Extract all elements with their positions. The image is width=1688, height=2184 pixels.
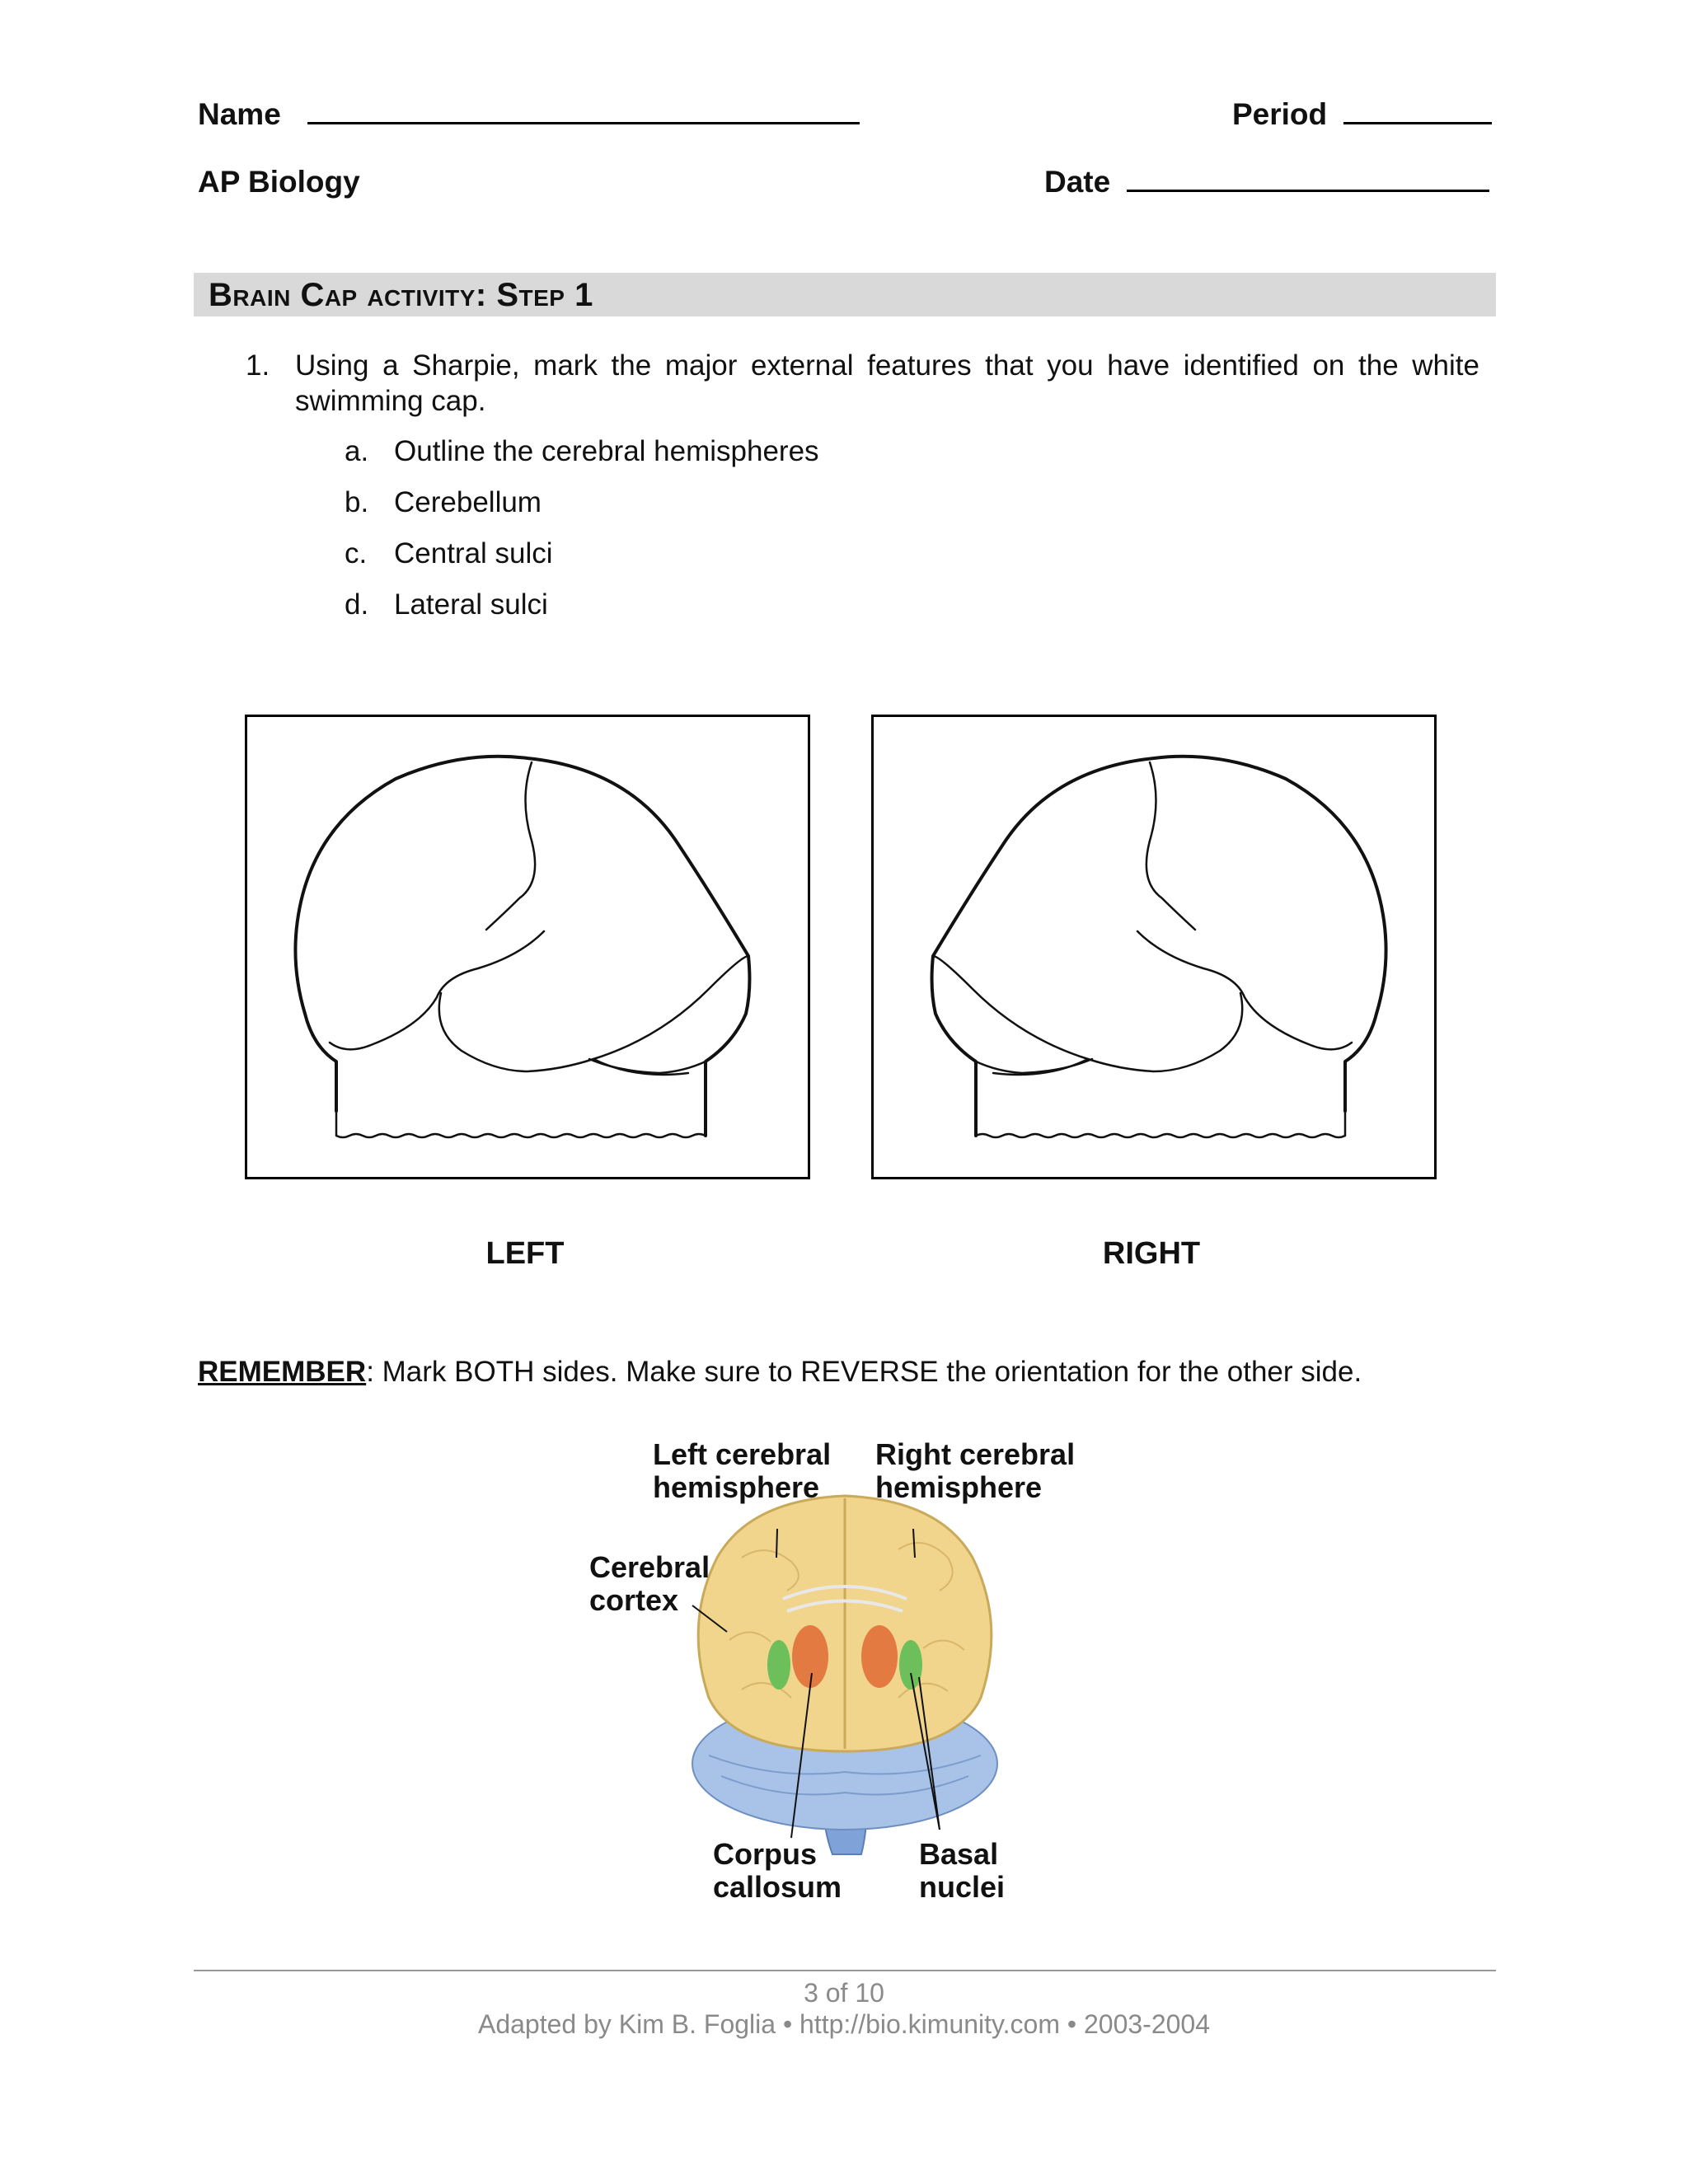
period-row [1232,97,1492,132]
remember-keyword: REMEMBER [198,1356,367,1388]
date-row [1044,165,1489,199]
date-field[interactable] [1127,165,1489,192]
subitem-letter: c. [345,537,368,569]
brain-figure [577,1426,1113,1904]
item-text: Using a Sharpie, mark the major external features that you have identified on the white swimming cap. [295,349,1479,417]
right-cap-diagram [871,715,1437,1179]
page-number: 3 of 10 [804,1978,884,2008]
subitem-text: Lateral sulci [394,588,548,621]
name-field[interactable] [307,97,860,124]
subitem-letter: a. [345,435,369,467]
cerebral-cortex-label: Cerebral cortex [589,1550,710,1617]
date-label: Date [1044,165,1111,199]
subitem-letter: b. [345,486,369,518]
remember-text: : Mark BOTH sides. Make sure to REVERSE the orientation for the other side. [366,1356,1362,1388]
subitem-text: Central sulci [394,537,553,569]
footer-divider [194,1970,1496,1971]
corpus-callosum-label: Corpus callosum [713,1837,842,1904]
period-field[interactable] [1343,97,1492,124]
left-cap-diagram [245,715,810,1179]
right-hemisphere-label: Right cerebral hemisphere [875,1437,1076,1504]
left-brain-outline [247,717,808,1177]
name-label: Name [198,97,281,131]
section-banner [194,273,1496,316]
basal-nuclei-label: Basal nuclei [919,1837,1006,1904]
subitem-text: Cerebellum [394,486,542,518]
right-label: RIGHT [1102,1236,1201,1271]
subitem-text: Outline the cerebral hemispheres [394,435,819,467]
right-brain-outline [874,717,1434,1177]
name-row [198,97,860,132]
left-hemisphere-label: Left cerebral hemisphere [653,1437,832,1504]
course-title: AP Biology [198,165,360,199]
item-number: 1. [246,349,270,382]
section-title: Brain Cap activity: Step 1 [209,277,593,313]
period-label: Period [1232,97,1328,131]
subitem-letter: d. [345,588,369,621]
remember-note [198,1354,1362,1390]
left-label: LEFT [485,1236,565,1271]
footer-credit: Adapted by Kim B. Foglia • http://bio.kimunity.com • 2003-2004 [477,2009,1211,2039]
